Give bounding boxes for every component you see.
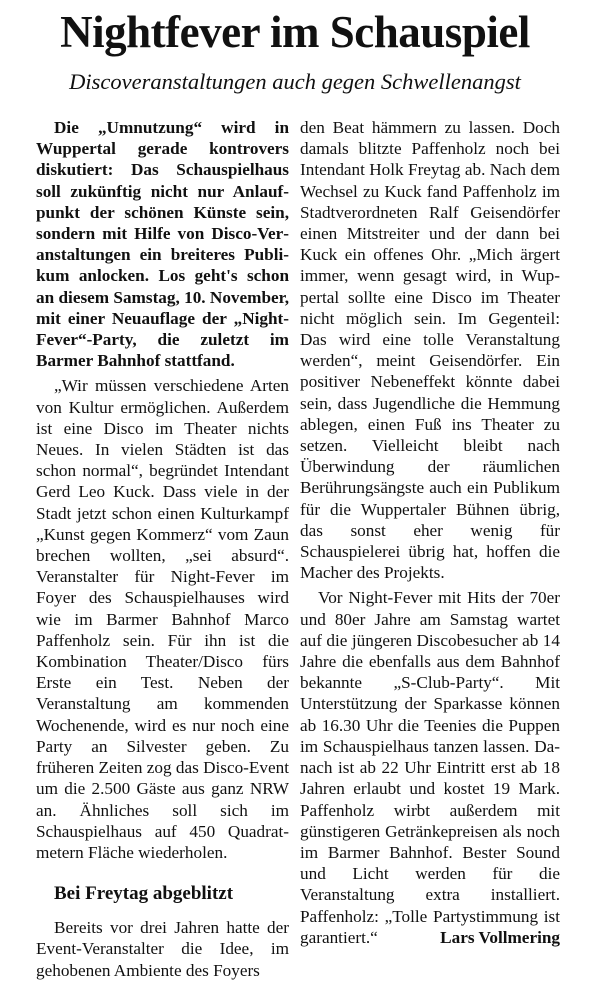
article-paragraph-3-text: Vor Night-Fever mit Hits der 70er und 80er Jahre am Samstag wartet auf die jüngeren Discobesucher ab 14 Jahre die ebenfalls aus dem Bahnhof bekannte „S-Club-Party“. Mit Unterstützung der Sparkasse können ab 16.30 Uhr die Teenies die Puppen im Schauspielhaus tanzen lassen. Danach ist ab 22 Uhr Eintritt erst ab 18 Jahren erlaubt und kostet 19 Mark. Paffenholz wirbt außerdem mit günstigeren Getränkepreisen als noch im Barmer Bahnhof. Bester Sound und Licht werden für die Veranstaltung extra installiert. Paffenholz: „Tolle Partystimmung ist garantiert.“ bbox=[300, 588, 560, 947]
article-column-left bbox=[36, 117, 289, 981]
article-paragraph-3 bbox=[300, 587, 560, 947]
section-heading: Bei Freytag abgeblitzt bbox=[54, 883, 234, 905]
article-lead: Die „Umnutzung“ wird in Wuppertal gerade kontrovers diskutiert: Das Schauspielhaus soll zukünftig nicht nur Anlaufpunkt der schönen Künste sein, sondern mit Hilfe von Disco-Veranstaltungen ein breiteres Publikum anlocken. Los geht's schon an diesem Samstag, 10. November, mit einer Neuauflage der „Night-Fever“-Party, die zuletzt im Barmer Bahnhof stattfand. bbox=[36, 118, 289, 371]
article-paragraph-2-start: Bereits vor drei Jahren hatte der Event-Veranstalter die Idee, im gehobenen Ambiente des Foyers bbox=[36, 918, 289, 980]
article-headline: Nightfever im Schauspiel bbox=[60, 7, 530, 57]
article-subheadline: Discoveranstaltungen auch gegen Schwellenangst bbox=[69, 69, 521, 94]
article-paragraph-1: „Wir müssen verschiedene Arten von Kultur ermöglichen. Außerdem ist eine Disco im Theater nichts Neues. In vielen Städten ist das schon normal“, begründet Intendant Gerd Leo Kuck. Dass viele in der Stadt jetzt schon einen Kulturkampf „Kunst gegen Kommerz“ vom Zaun brechen wollten, „sei absurd“. Veranstalter für Night-Fever im Foyer des Schauspielhauses wird wie im Barmer Bahnhof Marco Paffenholz sein. Für ihn ist die Kombination Theater/Disco fürs Erste ein Test. Neben der Veranstaltung am kommenden Wochenende, wird es nur noch eine Party an Silvester geben. Zu früheren Zeiten zog das Disco-Event um die 2.500 Gäste aus ganz NRW an. Ähnliches soll sich im Schauspielhaus auf 450 Quadratmetern Fläche wiederholen. bbox=[36, 376, 289, 862]
article-paragraph-2-cont: den Beat hämmern zu lassen. Doch damals blitzte Paffenholz noch bei Intendant Holk Freytag ab. Nach dem Wechsel zu Kuck fand Paffenholz im Stadtverordneten Ralf Geisendörfer einen Mitstreiter und der dann bei Kuck ein offenes Ohr. „Mich ärgert immer, wenn gesagt wird, in Wuppertal sollte eine Disco im Theater nicht möglich sein. Im Gegenteil: Das wird eine tolle Veranstaltung werden“, meint Geisendörfer. Ein positiver Nebeneffekt könnte dabei sein, dass Jugendliche die Hemmung ablegen, einen Fuß ins Theater zu setzen. Vielleicht bleibt nach Überwindung der räumlichen Berührungsängste auch ein Publikum für die Wuppertaler Bühnen übrig, das sonst eher wenig für Schauspielerei übrig hat, hoffen die Macher des Projekts. bbox=[300, 118, 560, 583]
article-column-right bbox=[300, 117, 560, 948]
author-byline: Lars Vollmering bbox=[440, 927, 560, 947]
